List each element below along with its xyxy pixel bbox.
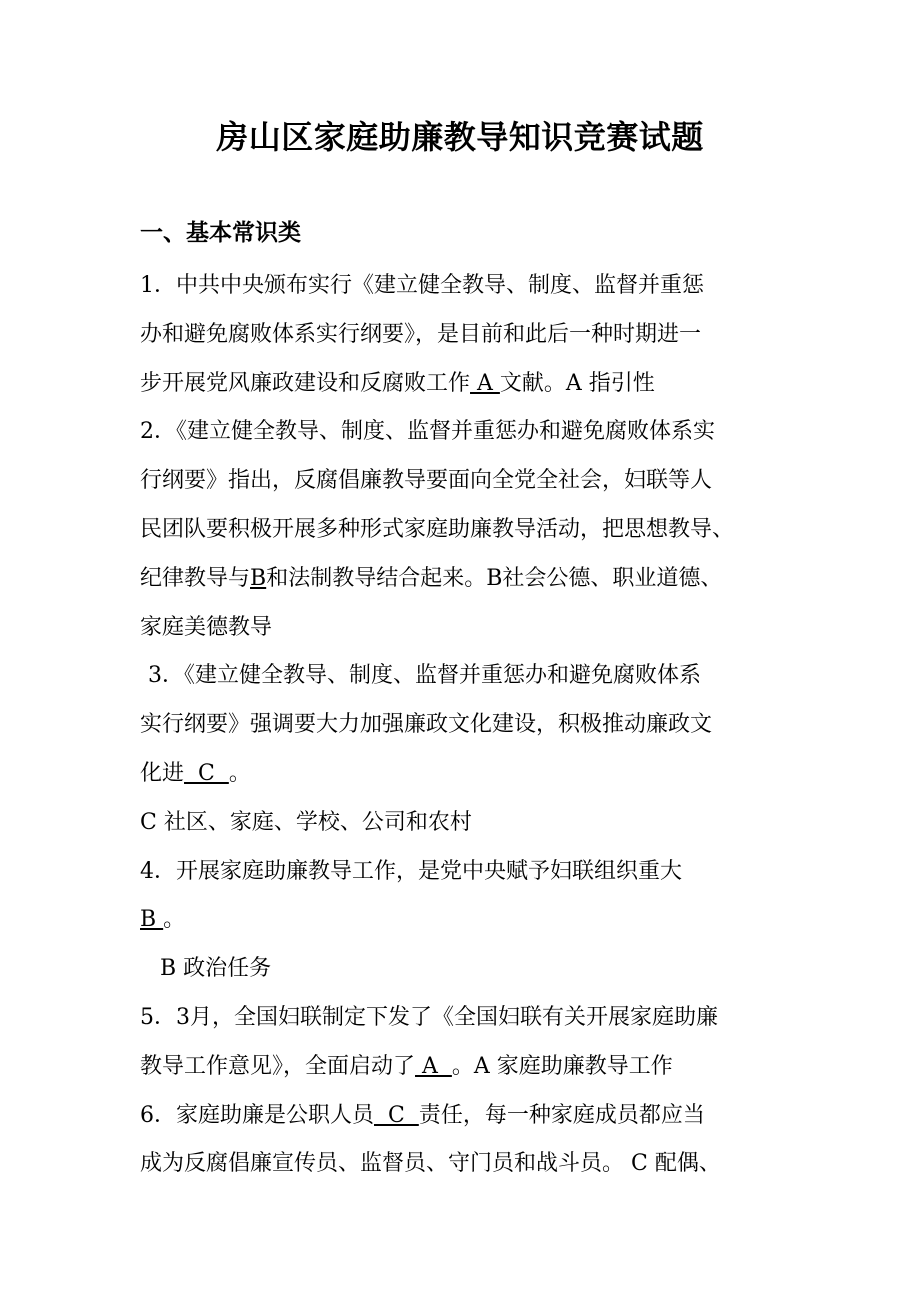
question-1-line-1: 1．中共中央颁布实行《建立健全教导、制度、监督并重惩 <box>140 273 704 298</box>
question-4-answer: B 政治任务 <box>160 956 272 982</box>
question-6-text-cont: 责任，每一种家庭成员都应当 <box>418 1102 705 1128</box>
question-2-answer-blank: B <box>250 565 267 591</box>
question-list <box>140 262 780 1189</box>
section-heading: 一、基本常识类 <box>140 219 301 246</box>
question-5-text: 教导工作意见》，全面启动了 <box>140 1053 416 1079</box>
question-1-text: 步开展党风廉政建设和反腐败工作 <box>140 370 471 396</box>
question-2-text: 纪律教导与 <box>140 565 251 591</box>
question-4-end: 。 <box>163 907 186 933</box>
question-2-line-4 <box>140 555 780 604</box>
question-1-answer-blank: A <box>470 370 500 396</box>
question-3-end: 。 <box>228 760 251 786</box>
question-4-line-2 <box>140 896 780 945</box>
question-6-line-1 <box>140 1092 780 1141</box>
question-3-answer: C 社区、家庭、学校、公司和农村 <box>140 809 472 835</box>
question-3-line-2: 实行纲要》强调要大力加强廉政文化建设，积极推动廉政文 <box>140 712 713 738</box>
question-3-answer-blank: C <box>184 760 229 786</box>
question-6-line-2: 成为反腐倡廉宣传员、监督员、守门员和战斗员。 C 配偶、 <box>140 1151 721 1177</box>
document-title: 房山区家庭助廉教导知识竞赛试题 <box>216 118 704 156</box>
question-5-answer: 。A 家庭助廉教导工作 <box>451 1053 673 1079</box>
question-1-line-3 <box>140 360 780 409</box>
question-5-line-2 <box>140 1043 780 1092</box>
question-2-line-5: 家庭美德教导 <box>140 614 273 640</box>
question-5-answer-blank: A <box>415 1053 452 1079</box>
question-4-answer-blank: B <box>140 907 164 933</box>
question-1-line-2: 办和避免腐败体系实行纲要》，是目前和此后一种时期进一 <box>140 321 702 347</box>
question-2-line-3: 民团队要积极开展多种形式家庭助廉教导活动，把思想教导、 <box>140 516 735 542</box>
question-2-line-1: 2．《建立健全教导、制度、监督并重惩办和避免腐败体系实 <box>140 419 715 445</box>
question-1-answer: 文献。A 指引性 <box>499 370 655 396</box>
question-6-text: 6．家庭助廉是公职人员 <box>140 1102 374 1128</box>
question-2-line-2: 行纲要》指出，反腐倡廉教导要面向全党全社会，妇联等人 <box>140 468 713 494</box>
question-4-line-1: 4．开展家庭助廉教导工作，是党中央赋予妇联组织重大 <box>140 858 682 884</box>
question-2-answer: 和法制教导结合起来。B社会公德、职业道德、 <box>266 565 723 591</box>
question-3-line-3 <box>140 750 780 799</box>
question-5-line-1: 5．3月，全国妇联制定下发了《全国妇联有关开展家庭助廉 <box>140 1004 718 1030</box>
question-6-answer-blank: C <box>374 1102 419 1128</box>
question-3-line-1: 3．《建立健全教导、制度、监督并重惩办和避免腐败体系 <box>148 663 701 689</box>
question-3-text: 化进 <box>140 760 185 786</box>
